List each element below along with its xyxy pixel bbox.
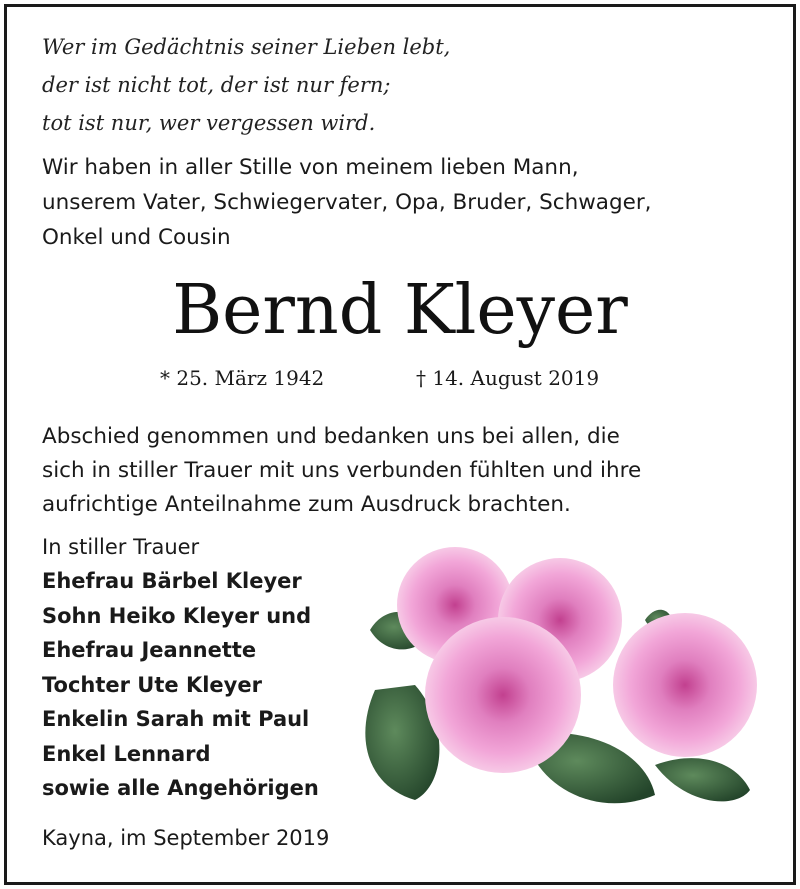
- mourner-item: Enkel Lennard: [42, 741, 211, 766]
- quote-line: Wer im Gedächtnis seiner Lieben lebt,: [42, 35, 451, 59]
- mourner-item: Tochter Ute Kleyer: [42, 672, 262, 697]
- mourners-heading: In stiller Trauer: [42, 535, 200, 559]
- mourner-item: Ehefrau Bärbel Kleyer: [42, 569, 302, 593]
- mourner-item: Enkelin Sarah mit Paul: [42, 707, 310, 731]
- flower-decoration: [355, 535, 785, 825]
- memorial-quote: [42, 28, 450, 142]
- flower: [613, 613, 757, 757]
- thanks-text: [42, 420, 641, 522]
- mourner-item: Ehefrau Jeannette: [42, 638, 257, 662]
- death-date: † 14. August 2019: [416, 366, 600, 390]
- thanks-line: Abschied genommen und bedanken uns bei allen, die: [42, 424, 620, 449]
- leaf: [655, 758, 750, 801]
- birth-date: * 25. März 1942: [160, 366, 325, 390]
- intro-text: [42, 150, 652, 255]
- intro-line: Wir haben in aller Stille von meinem lieben Mann,: [42, 155, 579, 180]
- intro-line: Onkel und Cousin: [42, 225, 231, 250]
- mourner-item: sowie alle Angehörigen: [42, 776, 319, 800]
- flower: [425, 617, 581, 773]
- mourners-block: [42, 530, 319, 806]
- thanks-line: sich in stiller Trauer mit uns verbunden fühlten und ihre: [42, 458, 642, 483]
- deceased-name: Bernd Kleyer: [172, 271, 628, 350]
- thanks-line: aufrichtige Anteilnahme zum Ausdruck brachten.: [42, 492, 571, 517]
- quote-line: der ist nicht tot, der ist nur fern;: [42, 73, 391, 97]
- mourners-list: [42, 564, 319, 806]
- mourner-item: Sohn Heiko Kleyer und: [42, 603, 312, 628]
- intro-line: unserem Vater, Schwiegervater, Opa, Bruder, Schwager,: [42, 190, 652, 215]
- place-date: Kayna, im September 2019: [42, 826, 330, 850]
- life-dates: [0, 366, 800, 400]
- quote-line: tot ist nur, wer vergessen wird.: [42, 111, 376, 135]
